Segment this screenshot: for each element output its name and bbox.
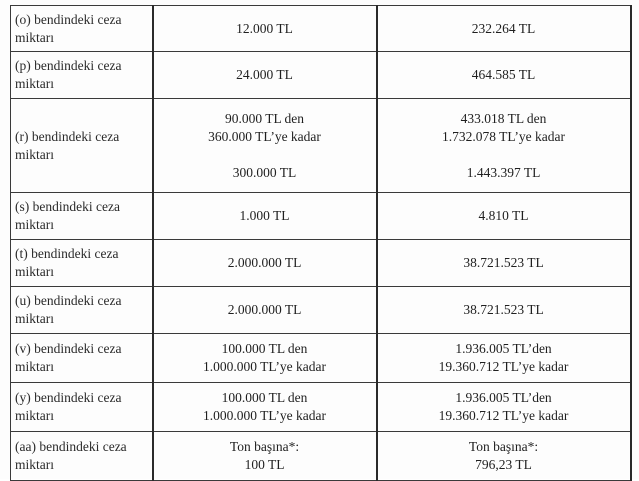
- new-amount: 4.810 TL: [478, 208, 529, 223]
- row-label-line2: miktarı: [15, 408, 54, 423]
- row-label-line2: miktarı: [15, 359, 54, 374]
- old-amount: 24.000 TL: [236, 67, 293, 82]
- row-label-cell: [11, 334, 153, 383]
- new-amount-range-to: 19.360.712 TL’ye kadar: [438, 408, 569, 423]
- row-label-line1: (u) bendindeki ceza: [15, 293, 122, 308]
- new-amount-cell: [377, 334, 631, 383]
- old-amount-per-ton: 100 TL: [244, 457, 285, 472]
- row-label-line1: (v) bendindeki ceza: [15, 341, 122, 356]
- old-amount-range-from: 100.000 TL den: [221, 390, 308, 405]
- table-row-t: [11, 240, 631, 287]
- row-label-line2: miktarı: [15, 264, 54, 279]
- spacer: [378, 146, 630, 164]
- row-label-cell: [11, 432, 153, 481]
- new-amount-range-to: 19.360.712 TL’ye kadar: [438, 359, 569, 374]
- row-label-cell: [11, 6, 153, 52]
- old-amount-cell: [153, 383, 377, 432]
- new-amount-range-from: 1.936.005 TL’den: [455, 390, 552, 405]
- old-amount-cell: [153, 287, 377, 334]
- new-amount-cell: [377, 193, 631, 240]
- row-label-line2: miktarı: [15, 76, 54, 91]
- new-amount-cell: [377, 287, 631, 334]
- old-amount-fixed: 300.000 TL: [232, 164, 297, 180]
- old-amount: 2.000.000 TL: [227, 255, 302, 270]
- table-row-v: [11, 334, 631, 383]
- table-row-u: [11, 287, 631, 334]
- old-amount-cell: [153, 52, 377, 99]
- old-amount: 2.000.000 TL: [227, 302, 302, 317]
- row-label-cell: [11, 383, 153, 432]
- new-amount: 38.721.523 TL: [463, 302, 544, 317]
- old-amount-cell: [153, 99, 377, 193]
- spacer: [154, 146, 376, 164]
- new-amount-cell: [377, 432, 631, 481]
- row-label-line1: (s) bendindeki ceza: [15, 199, 120, 214]
- row-label-line1: (y) bendindeki ceza: [15, 390, 122, 405]
- old-amount: 12.000 TL: [236, 20, 293, 36]
- row-label-line2: miktarı: [15, 457, 54, 472]
- table-row-p: [11, 52, 631, 99]
- new-amount-range-from: 433.018 TL den: [460, 110, 547, 126]
- old-amount-range-to: 1.000.000 TL’ye kadar: [203, 408, 326, 423]
- new-amount: 464.585 TL: [471, 67, 536, 82]
- row-label-cell: [11, 193, 153, 240]
- new-amount-cell: [377, 383, 631, 432]
- old-amount-cell: [153, 6, 377, 52]
- row-label-cell: [11, 52, 153, 99]
- row-label-line2: miktarı: [15, 29, 54, 45]
- row-label-line2: miktarı: [15, 146, 54, 162]
- row-label-cell: [11, 287, 153, 334]
- row-label-line1: (t) bendindeki ceza: [15, 246, 119, 261]
- table-row-aa: [11, 432, 631, 481]
- new-amount-fixed: 1.443.397 TL: [466, 164, 541, 180]
- table-row-s: [11, 193, 631, 240]
- new-amount: 38.721.523 TL: [463, 255, 544, 270]
- row-label-cell: [11, 240, 153, 287]
- old-amount: 1.000 TL: [239, 208, 290, 223]
- penalty-amounts-table: [10, 5, 632, 481]
- old-amount-unit-label: Ton başına*:: [229, 439, 300, 454]
- table-row-o: [11, 6, 631, 52]
- new-amount-per-ton: 796,23 TL: [475, 457, 532, 472]
- table-row-y: [11, 383, 631, 432]
- row-label-line2: miktarı: [15, 217, 54, 232]
- row-label-line1: (r) bendindeki ceza: [15, 128, 120, 144]
- old-amount-cell: [153, 240, 377, 287]
- new-amount-cell: [377, 99, 631, 193]
- old-amount-range-from: 100.000 TL den: [221, 341, 308, 356]
- new-amount-cell: [377, 52, 631, 99]
- old-amount-cell: [153, 193, 377, 240]
- new-amount-range-to: 1.732.078 TL’ye kadar: [442, 128, 565, 144]
- old-amount-range-from: 90.000 TL den: [224, 110, 305, 126]
- new-amount: 232.264 TL: [471, 20, 536, 36]
- old-amount-range-to: 360.000 TL’ye kadar: [208, 128, 321, 144]
- row-label-line1: (o) bendindeki ceza: [15, 11, 122, 27]
- new-amount-range-from: 1.936.005 TL’den: [455, 341, 552, 356]
- table-row-r: [11, 99, 631, 193]
- row-label-cell: [11, 99, 153, 193]
- old-amount-range-to: 1.000.000 TL’ye kadar: [203, 359, 326, 374]
- new-amount-cell: [377, 6, 631, 52]
- old-amount-cell: [153, 334, 377, 383]
- old-amount-cell: [153, 432, 377, 481]
- new-amount-unit-label: Ton başına*:: [468, 439, 539, 454]
- row-label-line1: (aa) bendindeki ceza: [15, 439, 127, 454]
- row-label-line1: (p) bendindeki ceza: [15, 58, 122, 73]
- row-label-line2: miktarı: [15, 311, 54, 326]
- new-amount-cell: [377, 240, 631, 287]
